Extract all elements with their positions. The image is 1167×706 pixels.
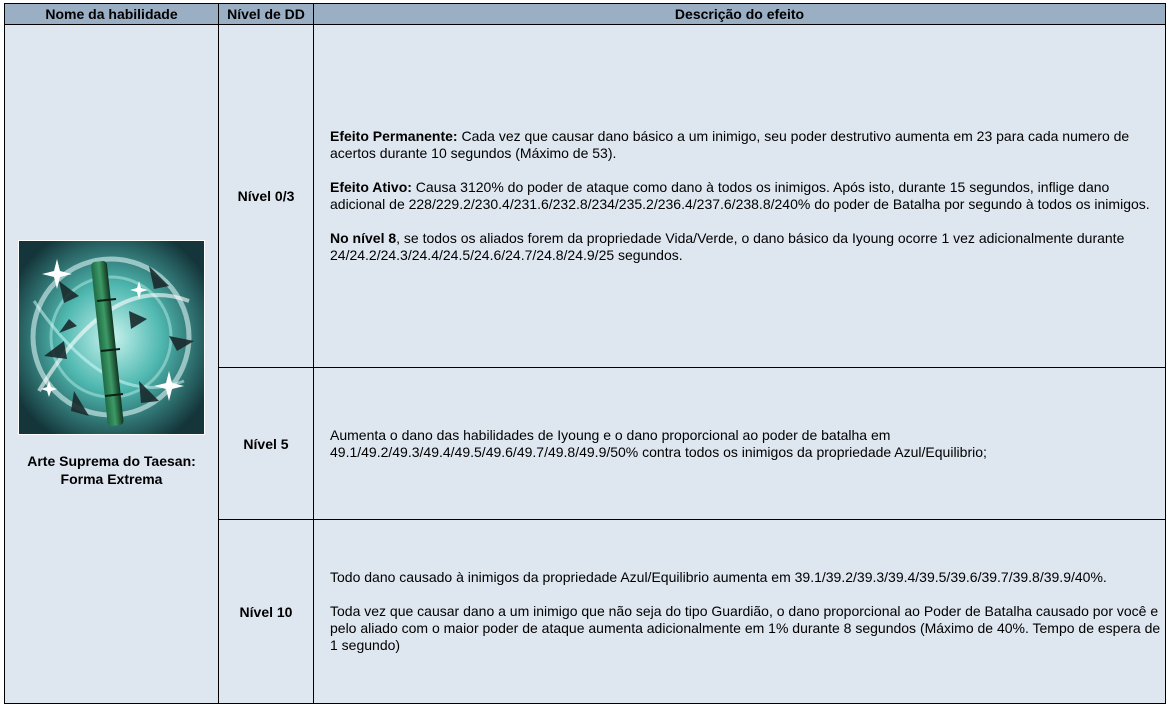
level-cell: Nível 5: [219, 368, 314, 520]
effect-text: Cada vez que causar dano básico a um inimigo, seu poder destrutivo aumenta em 23 para cada numero de acertos durante 10 segundos (Máximo de 53).: [330, 128, 1130, 161]
effect-text: Causa 3120% do poder de ataque como dano à todos os inimigos. Após isto, durante 15 segundos, inflige dano adicional de 228/229.2/230.4/231.6/232.8/234/235.2/236.4/237.6/238.8/240% do poder de Batalha por segundo à todos os inimigos.: [330, 179, 1150, 212]
effect-heading: Efeito Permanente:: [330, 128, 458, 144]
effect-text: Toda vez que causar dano a um inimigo que não seja do tipo Guardião, o dano proporcional ao Poder de Batalha causado por você e pelo aliado com o maior poder de ataque aumenta adicionalmente em 1% durante 8 segundos (Máximo de 40%. Tempo de espera de 1 segundo): [330, 603, 1161, 653]
effect-paragraph: [330, 179, 1161, 213]
bamboo-sparkle-skill-icon: [18, 240, 205, 435]
skill-name: Arte Suprema do Taesan: Forma Extrema: [27, 453, 196, 487]
header-skill-name: Nome da habilidade: [5, 4, 219, 25]
level-cell: Nível 10: [219, 520, 314, 704]
level-cell: Nível 0/3: [219, 25, 314, 368]
skill-table: [4, 3, 1166, 704]
effect-paragraph: [330, 230, 1161, 264]
header-row: [5, 4, 1166, 25]
description-cell: [314, 520, 1166, 704]
table-row: [5, 25, 1166, 368]
effect-paragraph: [330, 128, 1161, 162]
effect-heading: Efeito Ativo:: [330, 179, 412, 195]
description-cell: [314, 368, 1166, 520]
effect-paragraph: [330, 569, 1161, 586]
header-dd-level: Nível de DD: [219, 4, 314, 25]
header-effect-description: Descrição do efeito: [314, 4, 1166, 25]
description-cell: [314, 25, 1166, 368]
effect-text: Todo dano causado à inimigos da propriedade Azul/Equilibrio aumenta em 39.1/39.2/39.3/39.4/39.5/39.6/39.7/39.8/39.9/40%.: [330, 569, 1107, 585]
effect-heading: No nível 8: [330, 230, 397, 246]
effect-paragraph: [330, 427, 1161, 461]
skill-name-cell: [5, 25, 219, 704]
effect-text: Aumenta o dano das habilidades de Iyoung e o dano proporcional ao poder de batalha em 49.1/49.2/49.3/49.4/49.5/49.6/49.7/49.8/49.9/50% contra todos os inimigos da propriedade Azul/Equilibrio;: [330, 426, 987, 460]
effect-paragraph: [330, 603, 1161, 654]
effect-text: , se todos os aliados forem da propriedade Vida/Verde, o dano básico da Iyoung ocorre 1 vez adicionalmente durante 24/24.2/24.3/24.4/24.5/24.6/24.7/24.8/24.9/25 segundos.: [330, 230, 1125, 263]
